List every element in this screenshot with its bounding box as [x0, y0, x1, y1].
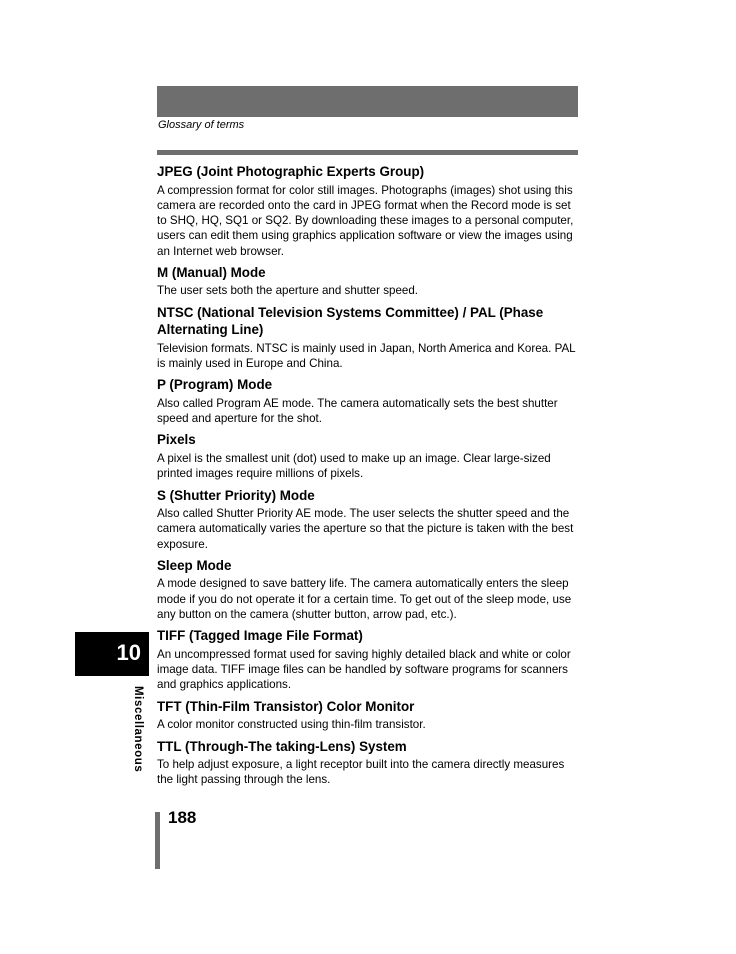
term-definition: Also called Program AE mode. The camera automatically sets the best shutter speed and aperture for the shot.	[157, 396, 558, 426]
term-definition: A color monitor constructed using thin-film transistor.	[157, 718, 426, 732]
term-heading: TTL (Through-The taking-Lens) System	[157, 738, 407, 754]
page-number: 188	[168, 808, 197, 827]
term-definition: The user sets both the aperture and shutter speed.	[157, 284, 419, 298]
term-heading: S (Shutter Priority) Mode	[157, 487, 315, 503]
glossary-entry-pixels	[157, 431, 581, 481]
glossary-entry-ttl	[157, 738, 581, 788]
term-heading: JPEG (Joint Photographic Experts Group)	[157, 164, 425, 179]
chapter-number: 10	[116, 640, 141, 665]
glossary-entry-manual-mode	[157, 264, 581, 299]
term-definition: An uncompressed format used for saving highly detailed black and white or color image data. TIFF image files can be handled by software programs for scanners and graphics applications.	[157, 647, 571, 692]
glossary-entry-tft	[157, 698, 581, 733]
term-definition: A compression format for color still images. Photographs (images) shot using this camera are recorded onto the card in JPEG format when the Record mode is set to SHQ, HQ, SQ1 or SQ2. By downloading these images to a personal computer, users can edit them using graphics application software or view the images using an Internet web browser.	[157, 183, 574, 258]
term-definition: To help adjust exposure, a light receptor built into the camera directly measures the light passing through the lens.	[157, 758, 565, 787]
term-heading: Pixels	[157, 432, 196, 448]
header-rule	[157, 150, 578, 155]
glossary-entry-jpeg	[157, 163, 581, 259]
term-definition: Also called Shutter Priority AE mode. The user selects the shutter speed and the camera automatically varies the aperture so that the picture is taken with the best exposure.	[157, 507, 574, 551]
term-heading: M (Manual) Mode	[157, 264, 266, 280]
term-heading: TFT (Thin-Film Transistor) Color Monitor	[157, 698, 415, 714]
section-label: Glossary of terms	[158, 119, 245, 131]
term-heading: Sleep Mode	[157, 557, 232, 573]
term-definition: A mode designed to save battery life. The camera automatically enters the sleep mode if you do not operate it for a certain time. To get out of the sleep mode, use any button on the camera (shutter button, arrow pad, etc.).	[157, 577, 572, 622]
glossary-entry-program-mode	[157, 376, 581, 426]
term-heading: P (Program) Mode	[157, 377, 273, 393]
glossary-list	[157, 163, 581, 793]
chapter-tab	[75, 632, 149, 676]
term-heading: TIFF (Tagged Image File Format)	[157, 628, 363, 644]
page-number-bar	[155, 812, 160, 869]
term-definition: Television formats. NTSC is mainly used in Japan, North America and Korea. PAL is mainly used in Europe and China.	[157, 341, 576, 371]
glossary-entry-ntsc-pal	[157, 304, 581, 372]
chapter-title: Miscellaneous	[132, 686, 144, 773]
glossary-entry-tiff	[157, 627, 581, 692]
header-bar	[157, 86, 578, 117]
glossary-entry-shutter-priority	[157, 487, 581, 552]
term-definition: A pixel is the smallest unit (dot) used to make up an image. Clear large-sized printed images require millions of pixels.	[157, 451, 551, 481]
term-heading: NTSC (National Television Systems Committee) / PAL (Phase Alternating Line)	[157, 304, 544, 338]
glossary-entry-sleep-mode	[157, 557, 581, 622]
